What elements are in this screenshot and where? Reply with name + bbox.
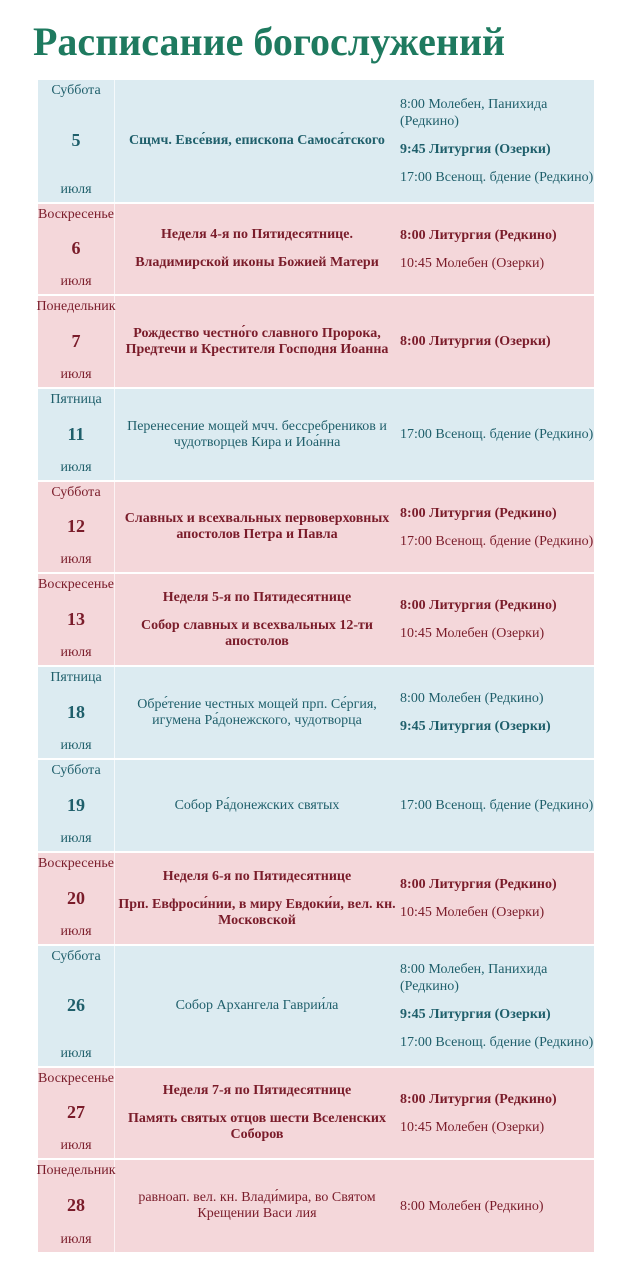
weekday-label: Воскресенье — [38, 856, 114, 871]
feast-cell — [115, 389, 399, 480]
date-cell — [38, 80, 115, 202]
month-label: июля — [60, 738, 92, 753]
schedule-row — [38, 758, 594, 851]
schedule-row — [38, 1158, 594, 1252]
schedule-row — [38, 294, 594, 387]
feast-text: Неделя 6-я по Пятидесятнице — [162, 868, 352, 884]
feast-cell — [115, 482, 399, 572]
service-item: 8:00 Молебен, Панихида (Редкино) — [400, 97, 548, 129]
month-label: июля — [60, 831, 92, 846]
day-number: 28 — [67, 1195, 85, 1215]
feast-cell — [115, 574, 399, 665]
month-label: июля — [60, 367, 92, 382]
service-item: 17:00 Всенощ. бдение (Редкино) — [400, 533, 594, 549]
feast-cell — [115, 1160, 399, 1252]
service-item: 8:00 Молебен (Редкино) — [400, 691, 544, 706]
feast-cell — [115, 760, 399, 851]
day-number: 19 — [67, 794, 85, 815]
weekday-label: Пятница — [50, 670, 102, 685]
schedule-row — [38, 665, 594, 758]
schedule-row — [38, 387, 594, 480]
date-cell — [38, 389, 115, 480]
feast-text: Рождество честно́го славного Пророка, Предтечи и Крестителя Господня Иоанна — [125, 325, 389, 357]
day-number: 12 — [67, 516, 85, 536]
month-label: июля — [60, 1138, 92, 1153]
schedule-row — [38, 1066, 594, 1158]
feast-text: Славных и всехвальных первоверховных апостолов Петра и Павла — [124, 511, 390, 542]
feast-cell — [115, 204, 399, 294]
date-cell — [38, 667, 115, 758]
day-number: 27 — [67, 1102, 85, 1122]
schedule-table — [38, 80, 594, 1252]
day-number: 5 — [71, 130, 81, 150]
service-item: 8:00 Молебен (Редкино) — [400, 1198, 544, 1214]
service-item: 9:45 Литургия (Озерки) — [400, 719, 551, 734]
service-item: 17:00 Всенощ. бдение (Редкино) — [400, 1035, 594, 1050]
month-label: июля — [60, 1046, 92, 1061]
date-cell — [38, 760, 115, 851]
service-item: 8:00 Литургия (Озерки) — [400, 334, 551, 349]
feast-text: Обре́тение честных мощей прп. Се́ргия, игумена Ра́донежского, чудотворца — [137, 696, 377, 728]
schedule-row — [38, 202, 594, 294]
feast-text: Собор славных и всехвальных 12-ти апостолов — [141, 617, 373, 649]
services-cell — [399, 1068, 594, 1158]
service-item: 8:00 Литургия (Редкино) — [400, 505, 557, 521]
day-number: 11 — [67, 423, 85, 444]
feast-text: Сщмч. Евсе́вия, епископа Самоса́тского — [129, 133, 385, 148]
feast-cell — [115, 853, 399, 944]
feast-text: Владимирской иконы Божией Матери — [135, 255, 379, 270]
services-cell — [399, 574, 594, 665]
feast-text: Неделя 4-я по Пятидесятнице. — [161, 227, 353, 242]
day-number: 13 — [67, 608, 85, 629]
service-item: 10:45 Молебен (Озерки) — [400, 905, 545, 920]
weekday-label: Воскресенье — [38, 1071, 114, 1086]
feast-text: Собор Ра́донежских святых — [174, 797, 340, 813]
services-cell — [399, 1160, 594, 1252]
feast-text: Неделя 7-я по Пятидесятнице — [162, 1083, 352, 1098]
day-number: 26 — [67, 995, 85, 1015]
service-item: 17:00 Всенощ. бдение (Редкино) — [400, 798, 594, 813]
services-cell — [399, 204, 594, 294]
feast-cell — [115, 667, 399, 758]
schedule-row — [38, 480, 594, 572]
feast-cell — [115, 80, 399, 202]
weekday-label: Понедельник — [36, 1163, 116, 1178]
service-item: 8:00 Литургия (Редкино) — [400, 1091, 557, 1107]
day-number: 18 — [67, 701, 85, 722]
services-cell — [399, 667, 594, 758]
services-cell — [399, 482, 594, 572]
month-label: июля — [60, 924, 92, 939]
weekday-label: Суббота — [51, 83, 101, 98]
feast-cell — [115, 296, 399, 387]
services-cell — [399, 80, 594, 202]
date-cell — [38, 853, 115, 944]
service-item: 9:45 Литургия (Озерки) — [400, 1007, 551, 1022]
service-item: 10:45 Молебен (Озерки) — [400, 255, 545, 271]
service-item: 17:00 Всенощ. бдение (Редкино) — [400, 427, 594, 442]
schedule-row — [38, 80, 594, 202]
service-item: 8:00 Литургия (Редкино) — [400, 227, 557, 243]
date-cell — [38, 1160, 115, 1252]
month-label: июля — [60, 460, 92, 475]
weekday-label: Воскресенье — [38, 577, 114, 592]
services-cell — [399, 389, 594, 480]
service-item: 8:00 Молебен, Панихида (Редкино) — [400, 962, 548, 994]
feast-cell — [115, 946, 399, 1066]
month-label: июля — [60, 645, 92, 660]
service-item: 9:45 Литургия (Озерки) — [400, 142, 551, 157]
service-item: 10:45 Молебен (Озерки) — [400, 626, 545, 641]
weekday-label: Понедельник — [36, 299, 116, 314]
weekday-label: Суббота — [51, 763, 101, 778]
feast-text: Неделя 5-я по Пятидесятнице — [162, 589, 352, 605]
services-cell — [399, 853, 594, 944]
schedule-row — [38, 572, 594, 665]
date-cell — [38, 946, 115, 1066]
service-item: 17:00 Всенощ. бдение (Редкино) — [400, 170, 594, 185]
weekday-label: Воскресенье — [38, 207, 114, 222]
month-label: июля — [60, 552, 92, 567]
feast-cell — [115, 1068, 399, 1158]
date-cell — [38, 1068, 115, 1158]
date-cell — [38, 574, 115, 665]
feast-text: равноап. вел. кн. Влади́мира, во Святом Крещении Васи лия — [138, 1190, 376, 1221]
weekday-label: Пятница — [50, 392, 102, 407]
page-title: Расписание богослужений — [33, 19, 506, 64]
schedule-row — [38, 851, 594, 944]
date-cell — [38, 204, 115, 294]
services-cell — [399, 946, 594, 1066]
date-cell — [38, 482, 115, 572]
day-number: 6 — [71, 238, 81, 258]
weekday-label: Суббота — [51, 949, 101, 964]
services-cell — [399, 296, 594, 387]
schedule-row — [38, 944, 594, 1066]
month-label: июля — [60, 274, 92, 289]
day-number: 7 — [71, 330, 81, 351]
feast-text: Собор Архангела Гаврии́ла — [175, 998, 339, 1013]
month-label: июля — [60, 182, 92, 197]
services-cell — [399, 760, 594, 851]
service-item: 10:45 Молебен (Озерки) — [400, 1119, 545, 1135]
feast-text: Память святых отцов шести Вселенских Соборов — [127, 1111, 386, 1142]
feast-text: Перенесение мощей мчч. бессребреников и чудотворцев Кира и Иоа́нна — [127, 418, 387, 450]
day-number: 20 — [67, 887, 85, 908]
service-item: 8:00 Литургия (Редкино) — [400, 877, 557, 892]
date-cell — [38, 296, 115, 387]
service-item: 8:00 Литургия (Редкино) — [400, 598, 557, 613]
weekday-label: Суббота — [51, 485, 101, 500]
feast-text: Прп. Евфроси́нии, в миру Евдоки́и, вел. кн. Московской — [118, 896, 396, 928]
month-label: июля — [60, 1232, 92, 1247]
